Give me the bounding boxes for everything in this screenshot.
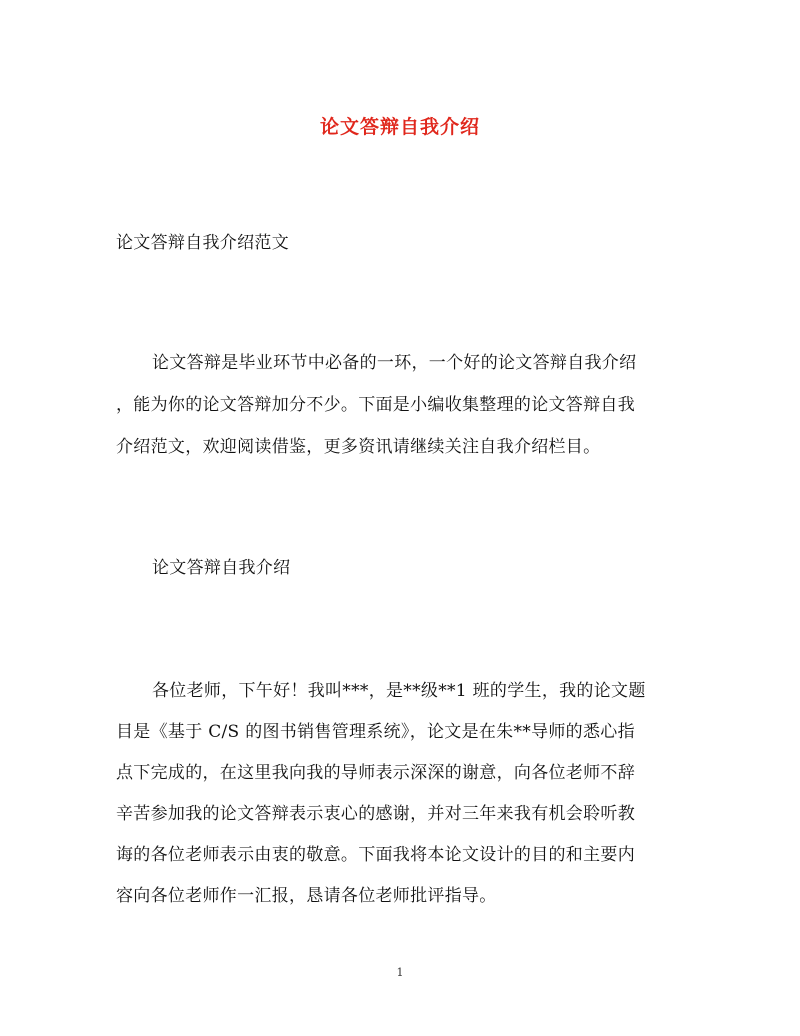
document-title: 论文答辩自我介绍 — [319, 116, 480, 138]
intro-line-2: ，能为你的论文答辩加分不少。下面是小编收集整理的论文答辩自我 — [116, 395, 635, 415]
page-number: 1 — [396, 966, 404, 979]
body-line-3: 点下完成的，在这里我向我的导师表示深深的谢意，向各位老师不辞 — [116, 763, 635, 783]
body-line-5: 诲的各位老师表示由衷的敬意。下面我将本论文设计的目的和主要内 — [116, 845, 635, 865]
document-subtitle: 论文答辩自我介绍范文 — [116, 233, 289, 253]
body-line-2: 目是《基于 C/S 的图书销售管理系统》，论文是在朱**导师的悉心指 — [116, 722, 635, 742]
body-line-4: 辛苦参加我的论文答辩表示衷心的感谢，并对三年来我有机会聆听教 — [116, 804, 635, 824]
section-heading: 论文答辩自我介绍 — [152, 558, 291, 578]
body-line-6: 容向各位老师作一汇报，恳请各位老师批评指导。 — [116, 886, 497, 906]
intro-line-3: 介绍范文，欢迎阅读借鉴，更多资讯请继续关注自我介绍栏目。 — [116, 437, 601, 457]
body-line-1: 各位老师，下午好！我叫***，是**级**1 班的学生，我的论文题 — [152, 681, 646, 701]
intro-line-1: 论文答辩是毕业环节中必备的一环，一个好的论文答辩自我介绍 — [152, 353, 637, 373]
